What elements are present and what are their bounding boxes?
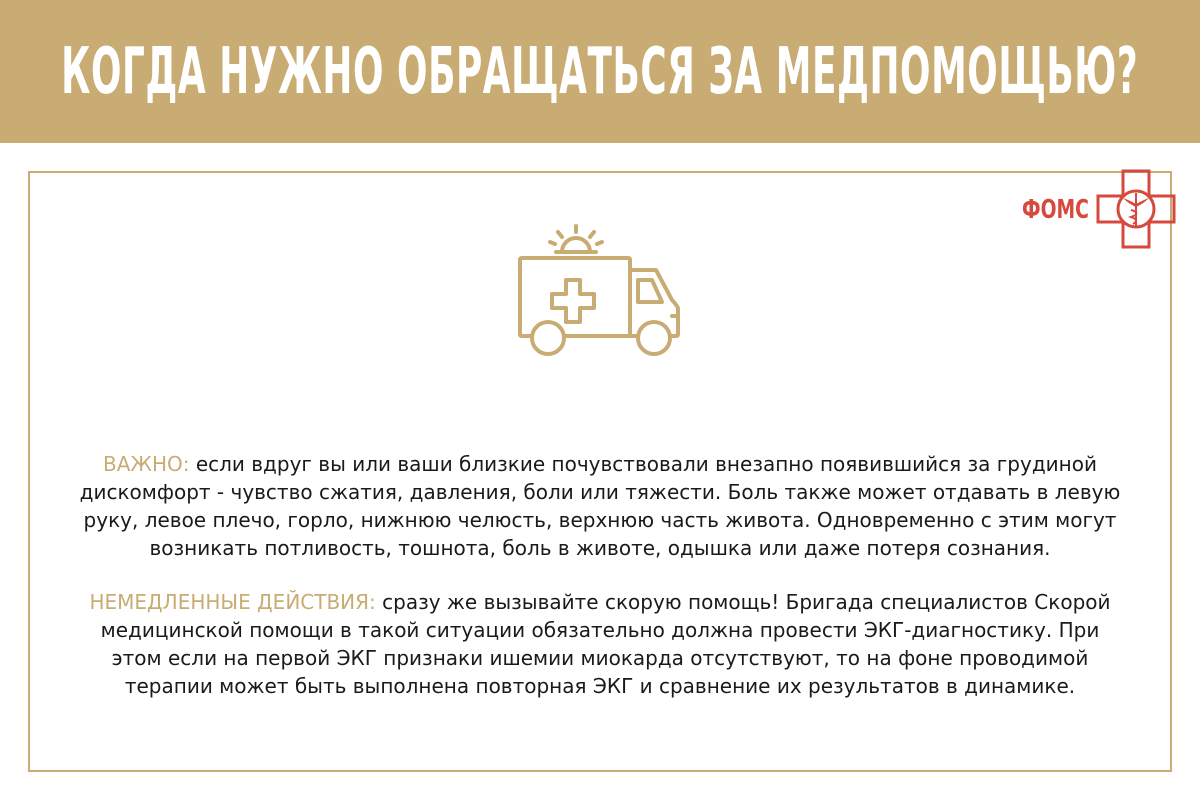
paragraph-line: терапии может быть выполнена повторная ЭКГ и сравнение их результатов в динамике. <box>124 674 1076 698</box>
foms-logo <box>1022 169 1182 249</box>
actions-label: НЕМЕДЛЕННЫЕ ДЕЙСТВИЯ: <box>89 590 376 614</box>
main-text <box>40 450 1160 700</box>
important-label: ВАЖНО: <box>103 452 190 476</box>
paragraph-line: возникать потливость, тошнота, боль в животе, одышка или даже потеря сознания. <box>149 536 1051 560</box>
logo-text: ФОМС <box>1022 195 1089 225</box>
paragraph-line: этом если на первой ЭКГ признаки ишемии миокарда отсутствуют, то на фоне проводимой <box>111 646 1089 670</box>
paragraph-line: руку, левое плечо, горло, нижнюю челюсть, верхнюю часть живота. Одновременно с этим могут <box>83 508 1117 532</box>
ambulance-icon <box>514 220 686 362</box>
paragraph-line: дискомфорт - чувство сжатия, давления, боли или тяжести. Боль также может отдавать в левую <box>79 480 1121 504</box>
red-cross-caduceus-icon <box>1096 169 1176 249</box>
paragraph-line: медицинской помощи в такой ситуации обязательно должна провести ЭКГ-диагностику. При <box>100 618 1100 642</box>
actions-paragraph <box>40 588 1160 700</box>
page-title: КОГДА НУЖНО ОБРАЩАТЬСЯ ЗА МЕДПОМОЩЬЮ? <box>61 34 1139 109</box>
important-paragraph <box>40 450 1160 562</box>
paragraph-line: если вдруг вы или ваши близкие почувствовали внезапно появившийся за грудиной <box>195 452 1097 476</box>
paragraph-line: сразу же вызывайте скорую помощь! Бригада специалистов Скорой <box>382 590 1111 614</box>
header-banner <box>0 0 1200 143</box>
